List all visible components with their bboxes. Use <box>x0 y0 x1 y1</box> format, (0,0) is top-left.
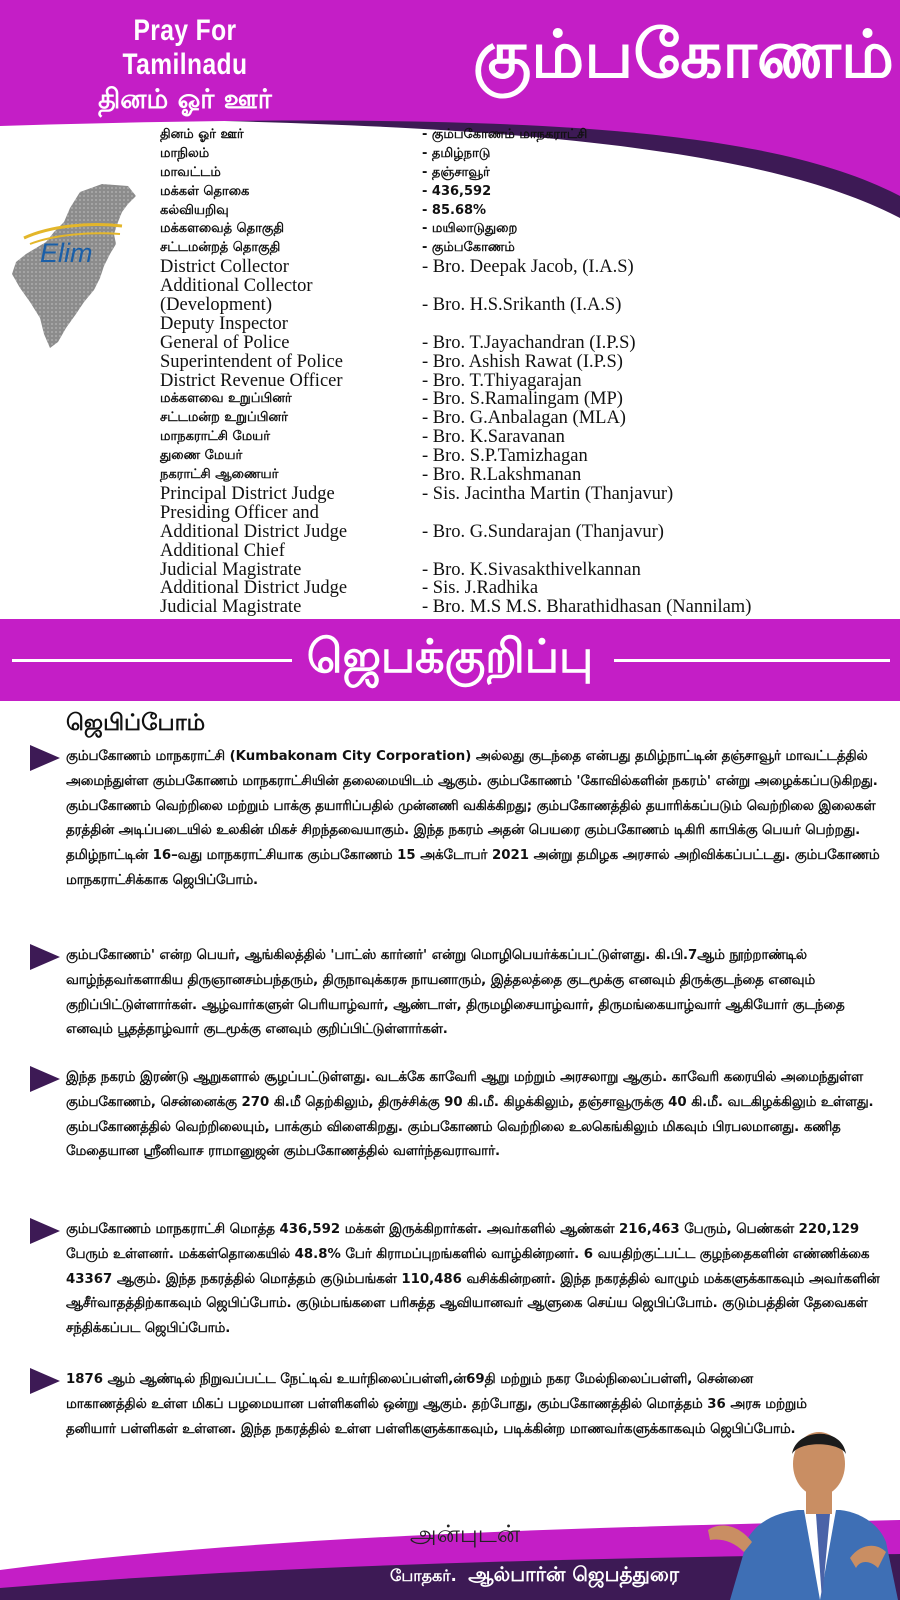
info-row <box>160 428 890 447</box>
info-row <box>160 145 890 164</box>
info-value: - 436,592 <box>422 183 492 199</box>
info-key: தினம் ஓர் ஊர் <box>160 126 244 142</box>
prayer-paragraph-2: கும்பகோணம்' என்ற பெயர், ஆங்கிலத்தில் 'பாட்ஸ் கார்னர்' என்று மொழிபெயர்க்கப்பட்டுள்ளது. கி.பி.7ஆம் நூற்றாண்டில் வாழ்ந்தவர்களாகிய திருஞானசம்பந்தரும், திருநாவுக்கரசு நாயனாரும், இத்தலத்தை குடமூக்கு எனவும் திருக்குடந்தை எனவும் குறிப்பிட்டுள்ளார்கள். ஆழ்வார்களுள் பெரியாழ்வார், ஆண்டாள், திருமழிசையாழ்வார், திருமங்கையாழ்வார் ஆகியோர் குடந்தை எனவும் பூதத்தாழ்வார் குடமூக்கு எனவும் குறிப்பிட்டுள்ளார்கள். <box>66 948 845 1038</box>
bullet-arrow-icon <box>30 1066 60 1092</box>
info-key: Additional Collector (Development) <box>160 276 313 316</box>
pastor-signature <box>390 1562 679 1589</box>
info-value: - Bro. H.S.Srikanth (I.A.S) <box>422 295 622 316</box>
info-row <box>160 353 890 372</box>
info-row <box>160 409 890 428</box>
info-row <box>160 315 890 353</box>
pastor-name: ஆல்பார்ன் ஜெபத்துரை <box>468 1562 680 1586</box>
info-value: - 85.68% <box>422 202 487 218</box>
info-value: - Sis. J.Radhika <box>422 578 539 599</box>
info-key: நகராட்சி ஆணையர் <box>160 467 279 483</box>
info-value: - தமிழ்நாடு <box>422 145 491 161</box>
info-row <box>160 258 890 277</box>
info-key: மக்கள் தொகை <box>160 183 250 199</box>
info-row <box>160 579 890 598</box>
info-key: Judicial Magistrate <box>160 597 302 618</box>
info-key: சட்டமன்ற உறுப்பினர் <box>160 410 288 426</box>
info-key: District Collector <box>160 257 289 278</box>
info-value: - Bro. K.Saravanan <box>422 427 565 448</box>
bullet-arrow-icon <box>30 1218 60 1244</box>
info-row <box>160 220 890 239</box>
daily-town-text: தினம் ஓர் ஊர் <box>98 84 272 115</box>
info-value: - Bro. S.P.Tamizhagan <box>422 446 588 467</box>
info-value: - கும்பகோணம் <box>422 240 515 256</box>
info-row <box>160 183 890 202</box>
info-value: - Bro. M.S M.S. Bharathidhasan (Nannilam) <box>422 597 752 618</box>
info-value: - Bro. Deepak Jacob, (I.A.S) <box>422 257 634 278</box>
lets-pray-heading: ஜெபிப்போம் <box>66 710 206 736</box>
info-row <box>160 485 890 504</box>
info-value: - Bro. T.Jayachandran (I.P.S) <box>422 332 636 353</box>
city-title: கும்பகோணம் <box>472 16 894 93</box>
info-row <box>160 239 890 258</box>
info-key: Presiding Officer and Additional District Judge <box>160 502 348 542</box>
info-row <box>160 598 890 617</box>
info-key: Additional Chief Judicial Magistrate <box>160 540 302 580</box>
info-value: - Bro. T.Thiyagarajan <box>422 370 582 391</box>
info-row <box>160 542 890 580</box>
info-key: மக்களவை உறுப்பினர் <box>160 391 292 407</box>
info-key: மாவட்டம் <box>160 164 221 180</box>
info-table <box>160 126 890 617</box>
elim-logo: Elim <box>40 238 93 268</box>
info-key: மாநகராட்சி மேயர் <box>160 429 271 445</box>
info-row <box>160 391 890 410</box>
info-value: - மயிலாடுதுறை <box>422 221 518 237</box>
info-row <box>160 202 890 221</box>
info-key: Deputy Inspector General of Police <box>160 313 290 353</box>
bullet-arrow-icon <box>30 944 60 970</box>
info-value: - Bro. K.Sivasakthivelkannan <box>422 559 641 580</box>
info-row <box>160 126 890 145</box>
info-value: - Sis. Jacintha Martin (Thanjavur) <box>422 483 674 504</box>
prayer-paragraph-3: இந்த நகரம் இரண்டு ஆறுகளால் சூழப்பட்டுள்ளது. வடக்கே காவேரி ஆறு மற்றும் அரசலாறு ஆகும். காவேரி கரையில் அமைந்துள்ள கும்பகோணம், சென்னைக்கு 270 கி.மீ தெற்கிலும், திருச்சிக்கு 90 கி.மீ. கிழக்கிலும், தஞ்சாவூருக்கு 40 கி.மீ. வடகிழக்கிலும் உள்ளது. கும்பகோணத்தில் வெற்றிலையும், பாக்கும் விளைகிறது. கும்பகோணம் வெற்றிலை உலகெங்கிலும் மிகவும் பிரபலமானது. கணித மேதையான ஸ்ரீனிவாச ராமானுஜன் கும்பகோணத்தில் வளர்ந்தவராவார். <box>66 1070 874 1160</box>
info-key: Superintendent of Police <box>160 351 343 372</box>
info-value: - Bro. R.Lakshmanan <box>422 465 582 486</box>
prayer-points-band <box>0 619 900 701</box>
pray-for-tamilnadu-text: Pray For Tamilnadu <box>122 14 248 81</box>
info-key: கல்வியறிவு <box>160 202 229 218</box>
bullet-arrow-icon <box>30 1368 60 1394</box>
info-row <box>160 164 890 183</box>
info-row <box>160 447 890 466</box>
info-value: - Bro. G.Sundarajan (Thanjavur) <box>422 521 664 542</box>
prayer-paragraph-5: 1876 ஆம் ஆண்டில் நிறுவப்பட்ட நேட்டிவ் உயர்நிலைப்பள்ளி,ன்69தி மற்றும் நகர மேல்நிலைப்பள்ளி, சென்னை மாகாணத்தில் உள்ள மிகப் பழமையான பள்ளிகளில் ஒன்று ஆகும். தற்போது, கும்பகோணத்தில் மொத்தம் 36 அரசு மற்றும் தனியார் பள்ளிகள் உள்ளன. இந்த நகரத்தில் உள்ள பள்ளிகளுக்காகவும், படிக்கின்ற மாணவர்களுக்காகவும் ஜெபிப்போம். <box>66 1372 807 1437</box>
info-value: - Bro. S.Ramalingam (MP) <box>422 389 623 410</box>
info-value: - தஞ்சாவூர் <box>422 164 490 180</box>
info-key: மக்களவைத் தொகுதி <box>160 221 285 237</box>
prayer-paragraph-1: கும்பகோணம் மாநகராட்சி (Kumbakonam City Corporation) அல்லது குடந்தை என்பது தமிழ்நாட்டின் தஞ்சாவூர் மாவட்டத்தில் அமைந்துள்ள கும்பகோணம் மாநகராட்சியின் தலைமையிடம் ஆகும். கும்பகோணம் 'கோவில்களின் நகரம்' என்று அழைக்கப்படுகிறது. கும்பகோணம் வெற்றிலை மற்றும் பாக்கு தயாரிப்பதில் முன்னணி வகிக்கிறது; கும்பகோணத்தில் தயாரிக்கப்படும் வெற்றிலை இலைகள் தரத்தின் அடிப்படையில் உலகின் மிகச் சிறந்தவையாகும். இந்த நகரம் அதன் பெயரை கும்பகோணம் டிகிரி காபிக்கு பெயர் பெற்றது. தமிழ்நாட்டின் 16–வது மாநகராட்சியாக கும்பகோணம் 15 அக்டோபர் 2021 அன்று தமிழக அரசால் அறிவிக்கப்பட்டது. கும்பகோணம் மாநகராட்சிக்காக ஜெபிப்போம். <box>66 749 880 888</box>
info-value: - Bro. Ashish Rawat (I.P.S) <box>422 351 623 372</box>
bullet-arrow-icon <box>30 745 60 771</box>
info-row <box>160 466 890 485</box>
info-row <box>160 504 890 542</box>
signoff-text: அன்புடன் <box>409 1520 521 1548</box>
info-key: துணை மேயர் <box>160 448 243 464</box>
header-left-block <box>60 14 310 119</box>
prayer-points-title: ஜெபக்குறிப்பு <box>306 629 594 683</box>
prayer-paragraph-4: கும்பகோணம் மாநகராட்சி மொத்த 436,592 மக்கள் இருக்கிறார்கள். அவர்களில் ஆண்கள் 216,463 பேரும், பெண்கள் 220,129 பேரும் உள்ளனர். மக்கள்தொகையில் 48.8% பேர் கிராமப்புறங்களில் வாழ்கின்றனர். 6 வயதிற்குட்பட்ட குழந்தைகளின் எண்ணிக்கை 43367 ஆகும். இந்த நகரத்தில் மொத்தம் குடும்பங்கள் 110,486 வசிக்கின்றனர். இந்த நகரத்தில் வாழும் மக்களுக்காகவும் அவர்களின் ஆசீர்வாதத்திற்காகவும் ஜெபிப்போம். குடும்பங்களை பரிசுத்த ஆவியானவர் ஆளுகை செய்ய ஜெபிப்போம். குடும்பத்தின் தேவைகள் சந்திக்கப்பட ஜெபிப்போம். <box>66 1222 880 1337</box>
info-value: - கும்பகோணம் மாநகராட்சி <box>422 126 588 142</box>
info-key: Additional District Judge <box>160 578 348 599</box>
info-key: மாநிலம் <box>160 145 210 161</box>
info-key: Principal District Judge <box>160 483 335 504</box>
info-key: சட்டமன்றத் தொகுதி <box>160 240 281 256</box>
info-row <box>160 372 890 391</box>
pastor-title: போதகர். <box>390 1566 457 1585</box>
info-value: - Bro. G.Anbalagan (MLA) <box>422 408 626 429</box>
info-row <box>160 277 890 315</box>
info-key: District Revenue Officer <box>160 370 343 391</box>
pastor-photo-icon <box>700 1418 900 1600</box>
